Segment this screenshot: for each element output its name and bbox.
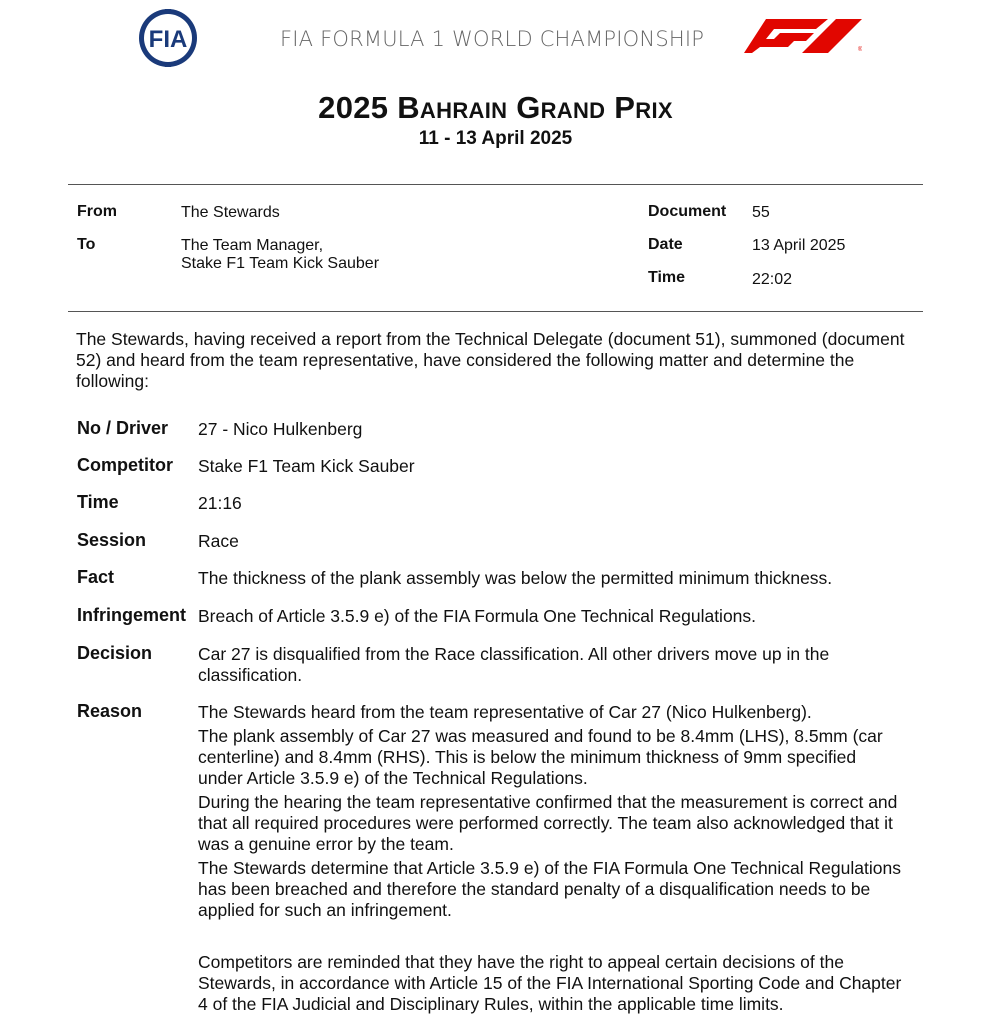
- infringement-label: Infringement: [77, 605, 187, 625]
- session-label: Session: [77, 530, 147, 550]
- decision-value: Car 27 is disqualified from the Race classification. All other drivers move up in the classification.: [198, 644, 830, 685]
- fia-logo-text: FIA: [148, 26, 188, 53]
- bottom-divider: [68, 311, 923, 312]
- event-year: 2025: [318, 90, 389, 125]
- reason-paragraph: The plank assembly of Car 27 was measured and found to be 8.4mm (LHS), 8.5mm (car centerline) and 8.4mm (RHS). This is below the minimum thickness of 9mm specified under Article 3.5.9 e) of the Technical Regulations.: [198, 726, 883, 788]
- driver-label: No / Driver: [77, 418, 169, 438]
- event-title: [0, 90, 991, 126]
- competitor-label: Competitor: [77, 455, 173, 475]
- reason-paragraph: The Stewards heard from the team representative of Car 27 (Nico Hulkenberg).: [198, 702, 812, 722]
- document-value: 55: [752, 204, 770, 221]
- session-value: Race: [198, 531, 239, 551]
- fact-value: The thickness of the plank assembly was below the permitted minimum thickness.: [198, 568, 833, 588]
- svg-text:®: ®: [858, 47, 862, 53]
- from-value: The Stewards: [181, 204, 280, 221]
- time-label-detail: Time: [77, 492, 119, 512]
- f1-logo: [744, 19, 862, 53]
- decision-label: Decision: [77, 643, 153, 663]
- from-label: From: [77, 203, 117, 220]
- date-label: Date: [648, 236, 683, 253]
- infringement-value: Breach of Article 3.5.9 e) of the FIA Formula One Technical Regulations.: [198, 606, 757, 626]
- competitor-value: Stake F1 Team Kick Sauber: [198, 456, 415, 476]
- header-title: FIA FORMULA 1 WORLD CHAMPIONSHIP: [280, 27, 705, 51]
- appeal-notice: Competitors are reminded that they have the right to appeal certain decisions of the Stewards, in accordance with Article 15 of the FIA International Sporting Code and Chapter 4 of the FIA Judicial and Disciplinary Rules, within the applicable time limits.: [198, 952, 902, 1014]
- time-value-detail: 21:16: [198, 493, 242, 513]
- to-line-1: The Team Manager,: [181, 237, 324, 254]
- date-value: 13 April 2025: [752, 237, 846, 254]
- document-label: Document: [648, 203, 727, 220]
- reason-body: [198, 702, 903, 924]
- driver-value: 27 - Nico Hulkenberg: [198, 419, 363, 439]
- top-divider: [68, 184, 923, 185]
- intro-paragraph: The Stewards, having received a report from the Technical Delegate (document 51), summoned (document 52) and heard from the team representative, have considered the following matter and determine the following:: [76, 329, 905, 391]
- reason-label: Reason: [77, 701, 143, 721]
- reason-paragraph: During the hearing the team representative confirmed that the measurement is correct and that all required procedures were performed correctly. The team also acknowledged that it was a genuine error by the team.: [198, 792, 898, 854]
- event-dates: 11 - 13 April 2025: [418, 128, 573, 149]
- fia-logo: [127, 9, 209, 67]
- reason-paragraph: The Stewards determine that Article 3.5.9 e) of the FIA Formula One Technical Regulations has been breached and therefore the standard penalty of a disqualification needs to be applied for such an infringement.: [198, 858, 901, 920]
- time-value: 22:02: [752, 271, 793, 288]
- time-label: Time: [648, 269, 686, 286]
- to-label: To: [77, 236, 96, 253]
- fact-label: Fact: [77, 567, 115, 587]
- event-name: Bahrain Grand Prix: [397, 90, 673, 125]
- to-line-2: Stake F1 Team Kick Sauber: [181, 255, 380, 272]
